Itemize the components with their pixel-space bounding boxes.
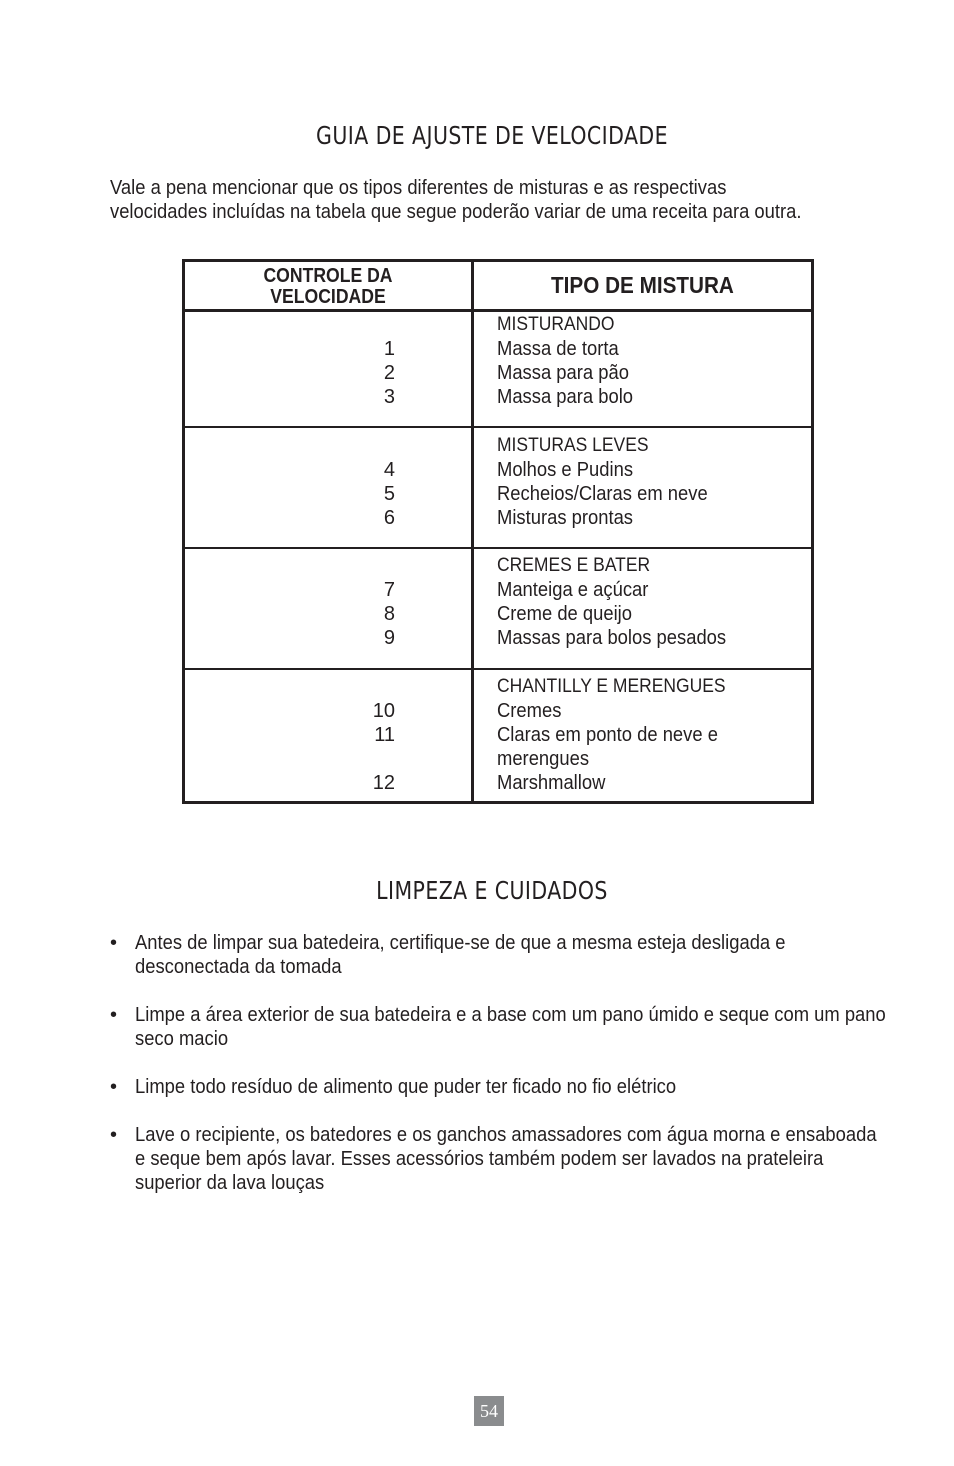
header-mix-type: TIPO DE MISTURA — [551, 272, 734, 298]
mix-category: CREMES E BATER — [497, 555, 651, 576]
mix-item: merengues — [497, 748, 590, 770]
page-number: 54 — [474, 1396, 504, 1426]
mix-types-group-1 — [497, 313, 791, 409]
speed-value: 1 — [383, 338, 395, 360]
intro-line-2: velocidades incluídas na tabela que segue poderão variar de uma receita para outra. — [110, 201, 802, 223]
speed-value: 2 — [383, 362, 395, 384]
mix-item: Massas para bolos pesados — [497, 627, 727, 649]
speed-guide-intro — [110, 176, 883, 224]
speed-values-group-2 — [185, 458, 395, 530]
mix-types-group-4 — [497, 675, 791, 795]
speed-value: 3 — [383, 386, 395, 408]
speed-value: 10 — [372, 700, 395, 722]
mix-item: Misturas prontas — [497, 507, 634, 529]
bullet-icon: • — [110, 1004, 118, 1026]
mix-category: CHANTILLY E MERENGUES — [497, 676, 726, 697]
mix-item: Massa para bolo — [497, 386, 634, 408]
mix-item: Marshmallow — [497, 772, 606, 794]
speed-value: 8 — [383, 603, 395, 625]
mix-item: Manteiga e açúcar — [497, 579, 649, 601]
mix-item: Massa para pão — [497, 362, 629, 384]
bullet-icon: • — [110, 1124, 118, 1146]
care-section-title: LIMPEZA E CUIDADOS — [376, 876, 608, 905]
mix-item: Massa de torta — [497, 338, 619, 360]
speed-spacer — [185, 747, 395, 771]
header-speed-control — [202, 266, 454, 308]
table-row-divider — [185, 547, 811, 549]
table-row-divider — [185, 426, 811, 428]
speed-value: 12 — [372, 772, 395, 794]
list-item — [110, 1075, 940, 1099]
mix-category: MISTURAS LEVES — [497, 435, 649, 456]
header-speed-control-line-2: VELOCIDADE — [270, 286, 386, 308]
mix-category: MISTURANDO — [497, 314, 615, 335]
care-instructions-list — [110, 931, 940, 1219]
speed-values-group-4 — [185, 699, 395, 795]
speed-value: 11 — [374, 724, 395, 746]
mix-item: Cremes — [497, 700, 562, 722]
table-header-divider — [185, 309, 811, 312]
mix-types-group-3 — [497, 554, 791, 650]
speed-value: 5 — [383, 483, 395, 505]
speed-values-group-3 — [185, 578, 395, 650]
speed-value: 7 — [383, 579, 395, 601]
speed-value: 6 — [383, 507, 395, 529]
speed-value: 9 — [383, 627, 395, 649]
mix-item: Molhos e Pudins — [497, 459, 634, 481]
speed-values-group-1 — [185, 337, 395, 409]
mix-types-group-2 — [497, 434, 791, 530]
list-item-text: Lave o recipiente, os batedores e os ganchos amassadores com água morna e ensaboada e seque bem após lavar. Esses acessórios também podem ser lavados na prateleira superior da lava louças — [135, 1124, 877, 1194]
header-speed-control-line-1: CONTROLE DA — [263, 265, 393, 287]
table-row-divider — [185, 668, 811, 670]
speed-value: 4 — [383, 459, 395, 481]
intro-line-1: Vale a pena mencionar que os tipos diferentes de misturas e as respectivas — [110, 177, 727, 199]
list-item-text: Limpe todo resíduo de alimento que puder ter ficado no fio elétrico — [135, 1076, 677, 1098]
mix-item: Creme de queijo — [497, 603, 633, 625]
list-item-text: Antes de limpar sua batedeira, certifique-se de que a mesma esteja desligada e desconectada da tomada — [135, 932, 786, 978]
speed-guide-title: GUIA DE AJUSTE DE VELOCIDADE — [316, 121, 668, 150]
mix-item: Recheios/Claras em neve — [497, 483, 708, 505]
list-item — [110, 1123, 940, 1195]
mix-item: Claras em ponto de neve e — [497, 724, 718, 746]
list-item-text: Limpe a área exterior de sua batedeira e a base com um pano úmido e seque com um pano seco macio — [135, 1004, 886, 1050]
list-item — [110, 931, 940, 979]
table-column-divider — [471, 262, 474, 801]
speed-table — [182, 259, 814, 804]
list-item — [110, 1003, 940, 1051]
bullet-icon: • — [110, 1076, 118, 1098]
bullet-icon: • — [110, 932, 118, 954]
